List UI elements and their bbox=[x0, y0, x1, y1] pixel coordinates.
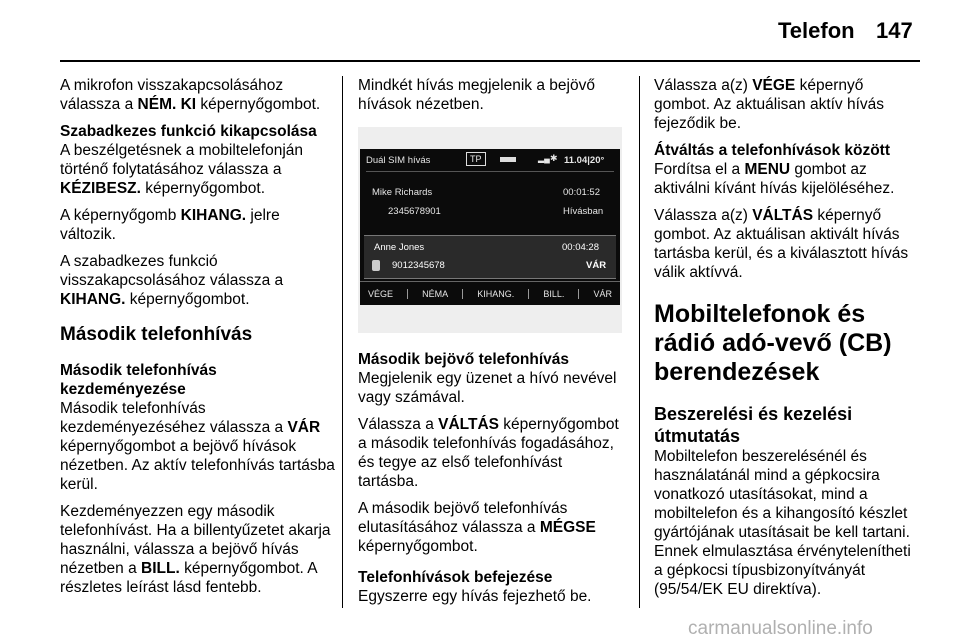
watermark: carmanualsonline.info bbox=[688, 618, 873, 639]
call-1-name: Mike Richards bbox=[372, 187, 433, 198]
paragraph: Válassza a VÁLTÁS képernyőgombot a második telefonhívás fogadásához, és tegye az első telefonhívást tartásba. bbox=[358, 416, 619, 490]
softkey-end[interactable]: VÉGE bbox=[368, 289, 394, 299]
page-number: 147 bbox=[876, 18, 913, 43]
softkey-divider bbox=[407, 289, 408, 299]
softkey-divider bbox=[578, 289, 579, 299]
column-divider bbox=[639, 76, 640, 608]
subheading: Átváltás a telefonhívások között bbox=[654, 142, 891, 159]
paragraph: A második bejövő telefonhívás elutasításához válassza a MÉGSE képernyőgombot. bbox=[358, 500, 596, 555]
subheading: Szabadkezes funkció kikapcsolása bbox=[60, 123, 317, 140]
paragraph: Válassza a(z) VÁLTÁS képernyő gombot. Az aktuálisan aktivált hívás tartásba kerül, és a kiválasztott hívás válik aktívvá. bbox=[654, 207, 909, 281]
chapter-heading: Mobiltelefonok és rádió adó-vevő (CB) berendezések bbox=[654, 300, 892, 386]
softkey-bar bbox=[360, 281, 620, 306]
section-heading: Beszerelési és kezelési útmutatás bbox=[654, 404, 853, 446]
paragraph: Válassza a(z) VÉGE képernyő gombot. Az aktuálisan aktív hívás fejeződik be. bbox=[654, 77, 885, 132]
softkey-handsfree[interactable]: KIHANG. bbox=[477, 289, 515, 299]
column-3 bbox=[654, 76, 922, 607]
subheading: Telefonhívások befejezése bbox=[358, 569, 553, 586]
paragraph: Kezdeményezzen egy második telefonhívást. Ha a billentyűzetet akarja használni, válassza a bejövő hívás nézetben a BILL. képernyőgombot. A részletes leírást lásd fentebb. bbox=[60, 503, 331, 596]
subheading: Második telefonhívás kezdeményezése bbox=[60, 362, 217, 398]
bluetooth-icon: ✱ bbox=[550, 153, 558, 163]
status-bar bbox=[360, 149, 620, 171]
call-1-number: 2345678901 bbox=[388, 206, 441, 217]
softkey-divider bbox=[528, 289, 529, 299]
call-2-status: VÁR bbox=[586, 260, 607, 271]
paragraph: Egyszerre egy hívás fejezhető be. bbox=[358, 588, 592, 605]
call-2-row[interactable] bbox=[364, 235, 616, 279]
subheading: Második bejövő telefonhívás bbox=[358, 351, 570, 368]
clock: 11.04|20° bbox=[564, 155, 605, 166]
paragraph: A képernyőgomb KIHANG. jelre változik. bbox=[60, 207, 280, 243]
call-1-status: Hívásban bbox=[563, 206, 604, 217]
section-title: Telefon bbox=[778, 18, 855, 43]
call-2-number: 9012345678 bbox=[392, 260, 445, 271]
page-header bbox=[0, 0, 960, 62]
column-1 bbox=[60, 76, 336, 605]
column-divider bbox=[342, 76, 343, 608]
call-2-time: 00:04:28 bbox=[562, 242, 599, 253]
paragraph: Második telefonhívás kezdeményezéséhez válassza a VÁR képernyőgombot a bejövő hívások nézetben. Az aktív telefonhívás tartásba kerül. bbox=[60, 400, 335, 493]
softkey-keypad[interactable]: BILL. bbox=[543, 289, 565, 299]
divider bbox=[366, 171, 614, 172]
paragraph: A beszélgetésnek a mobiltelefonján történő folytatásához válassza a KÉZIBESZ. képernyőgombot. bbox=[60, 142, 303, 197]
softkey-hold[interactable]: VÁR bbox=[593, 289, 612, 299]
paragraph: Mobiltelefon beszerelésénél és használatánál mind a gépkocsira vonatkozó utasításokat, mind a mobiltelefon és a kihangosító készlet gyártójának utasításait be kell tartani. Ennek elmulasztása érvénytelenítheti a gépkocsi típusbizonyítványát (95/54/EK EU direktíva). bbox=[654, 448, 911, 598]
section-heading: Második telefonhívás bbox=[60, 324, 253, 345]
paragraph: A mikrofon visszakapcsolásához válassza a NÉM. KI képernyőgombot. bbox=[60, 77, 321, 113]
softkey-mute[interactable]: NÉMA bbox=[422, 289, 449, 299]
call-2-name: Anne Jones bbox=[374, 242, 425, 253]
header-rule bbox=[60, 60, 920, 62]
paragraph: Mindkét hívás megjelenik a bejövő hívások nézetben. bbox=[358, 77, 595, 113]
column-2 bbox=[358, 76, 626, 122]
tp-indicator: TP bbox=[466, 152, 486, 166]
battery-icon bbox=[500, 157, 516, 162]
paragraph: Fordítsa el a MENU gombot az aktiválni kívánt hívás kijelöléséhez. bbox=[654, 161, 895, 197]
softkey-divider bbox=[462, 289, 463, 299]
call-1-time: 00:01:52 bbox=[563, 187, 600, 198]
infotainment-screen bbox=[360, 149, 620, 305]
paragraph: Megjelenik egy üzenet a hívó nevével vagy számával. bbox=[358, 370, 617, 406]
phone-screen-figure bbox=[358, 127, 622, 333]
screen-title: Duál SIM hívás bbox=[366, 155, 431, 166]
column-2-lower bbox=[358, 350, 626, 614]
paragraph: A szabadkezes funkció visszakapcsolásához válassza a KIHANG. képernyőgombot. bbox=[60, 253, 284, 308]
phone-icon bbox=[372, 260, 380, 271]
signal-icon: ▂▄ bbox=[538, 154, 550, 163]
